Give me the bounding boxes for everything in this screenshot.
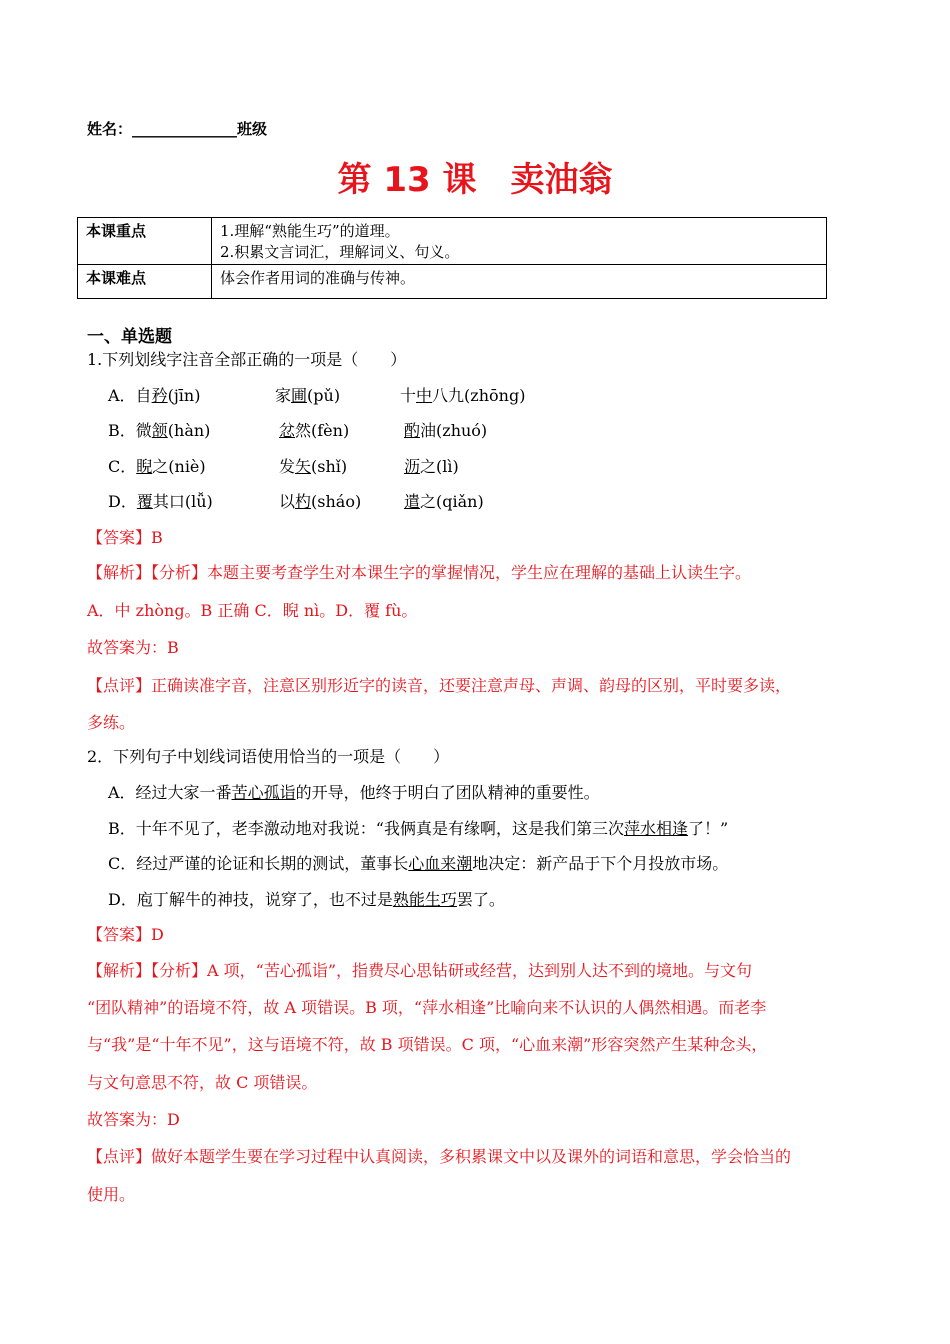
underlined-text: 睨 xyxy=(136,457,153,476)
q2-analysis: 【解析】【分析】A 项，“苦心孤诣”，指费尽心思钻研或经营，达到别人达不到的境地。与文句 xyxy=(87,961,753,980)
q1-analysis: 【解析】【分析】本题主要考查学生对本课生字的掌握情况，学生应在理解的基础上认读生字。 xyxy=(87,563,752,582)
q1-comment-cont: 多练。 xyxy=(87,713,136,732)
page-title: 第 13 课 卖油翁 xyxy=(337,160,613,200)
option-text: 然(fèn) xyxy=(295,421,350,440)
option-text: B．十年不见了，老李激动地对我说：“我俩真是有缘啊，这是我们第三次 xyxy=(108,819,624,838)
key-points-content xyxy=(212,218,827,265)
underlined-text: 矢 xyxy=(295,457,312,476)
q1-option-A-item xyxy=(108,383,200,406)
key-points-label: 本课重点 xyxy=(78,218,212,265)
option-text: 的开导，他终于明白了团队精神的重要性。 xyxy=(295,783,600,802)
q2-option-A xyxy=(108,780,600,803)
underlined-text: 圃 xyxy=(291,386,308,405)
difficulties-content: 体会作者用词的准确与传神。 xyxy=(212,265,827,299)
key-point: 1.理解“熟能生巧”的道理。 xyxy=(220,222,400,240)
q1-option-C-item xyxy=(404,454,459,477)
q2-comment-cont: 使用。 xyxy=(87,1185,136,1204)
option-text: 了！” xyxy=(687,819,729,838)
q2-stem: 2．下列句子中划线词语使用恰当的一项是（ ） xyxy=(87,747,450,766)
underlined-text: 熟能生巧 xyxy=(392,890,457,909)
option-text: 以 xyxy=(279,492,296,511)
option-text: 家 xyxy=(275,386,292,405)
option-text: C． xyxy=(108,457,137,476)
option-text: (sháo) xyxy=(311,492,362,511)
underlined-text: 杓 xyxy=(295,492,312,511)
q1-option-A-item xyxy=(400,383,525,406)
difficulties-label: 本课难点 xyxy=(78,265,212,299)
underlined-text: 中 xyxy=(416,386,433,405)
option-text: (jīn) xyxy=(167,386,201,405)
q2-comment: 【点评】做好本题学生要在学习过程中认真阅读，多积累课文中以及课外的词语和意思，学会恰当的 xyxy=(87,1147,792,1166)
section-heading: 一、单选题 xyxy=(87,327,172,347)
q1-option-D-item xyxy=(108,489,213,512)
underlined-text: 颔 xyxy=(151,421,168,440)
q1-detail: A．中 zhòng。B 正确 C．睨 nì。D．覆 fù。 xyxy=(87,601,418,620)
q2-answer: 【答案】D xyxy=(87,925,164,944)
underlined-text: 心血来潮 xyxy=(408,854,473,873)
option-text: 之(niè) xyxy=(152,457,206,476)
option-text: D． xyxy=(108,492,137,511)
q2-option-C xyxy=(108,851,728,874)
q2-analysis-line: 与“我”是“十年不见”，这与语境不符，故 B 项错误。C 项，“心血来潮”形容突然产生某种念头， xyxy=(87,1035,768,1054)
option-text: 发 xyxy=(279,457,296,476)
q2-option-B xyxy=(108,816,728,839)
underlined-text: 矜 xyxy=(151,386,168,405)
option-text: C．经过严谨的论证和长期的测试，董事长 xyxy=(108,854,409,873)
option-text: B．微 xyxy=(108,421,152,440)
student-info xyxy=(87,118,267,139)
option-text: D．庖丁解牛的神技，说穿了，也不过是 xyxy=(108,890,393,909)
q1-option-B-item xyxy=(108,418,210,441)
q1-option-A-item xyxy=(275,383,340,406)
option-text: 之(lì) xyxy=(420,457,459,476)
q1-option-D-item xyxy=(404,489,484,512)
q2-analysis-line: “团队精神”的语境不符，故 A 项错误。B 项，“萍水相逢”比喻向来不认识的人偶然相遇。而老李 xyxy=(87,998,767,1017)
q2-conclusion: 故答案为：D xyxy=(87,1110,180,1129)
option-text: 油(zhuó) xyxy=(420,421,488,440)
option-text: 八九(zhōng) xyxy=(432,386,526,405)
option-text: 地决定：新产品于下个月投放市场。 xyxy=(472,854,729,873)
name-blank[interactable]: ______________ xyxy=(132,120,238,138)
q1-conclusion: 故答案为：B xyxy=(87,638,179,657)
q1-option-C-item xyxy=(108,454,206,477)
q2-option-D xyxy=(108,887,505,910)
underlined-text: 苦心孤诣 xyxy=(231,783,296,802)
q1-option-B-item xyxy=(404,418,487,441)
underlined-text: 遣 xyxy=(404,492,421,511)
underlined-text: 沥 xyxy=(404,457,421,476)
option-text: (hàn) xyxy=(167,421,211,440)
q1-stem: 1.下列划线字注音全部正确的一项是（ ） xyxy=(87,350,407,369)
underlined-text: 忿 xyxy=(279,421,296,440)
q1-option-B-item xyxy=(279,418,349,441)
objectives-table xyxy=(77,217,827,299)
option-text: 十 xyxy=(400,386,417,405)
underlined-text: 覆 xyxy=(136,492,153,511)
q1-option-D-item xyxy=(279,489,361,512)
q2-analysis-line: 与文句意思不符，故 C 项错误。 xyxy=(87,1073,318,1092)
option-text: (pǔ) xyxy=(307,386,341,405)
underlined-text: 酌 xyxy=(404,421,421,440)
q1-comment: 【点评】正确读准字音，注意区别形近字的读音，还要注意声母、声调、韵母的区别，平时要多读， xyxy=(87,676,792,695)
option-text: A．经过大家一番 xyxy=(108,783,232,802)
option-text: 之(qiǎn) xyxy=(420,492,484,511)
class-label: 班级 xyxy=(237,120,268,138)
option-text: 其口(lǚ) xyxy=(152,492,213,511)
option-text: (shǐ) xyxy=(311,457,348,476)
key-point: 2.积累文言词汇，理解词义、句义。 xyxy=(220,243,460,261)
underlined-text: 萍水相逢 xyxy=(623,819,688,838)
option-text: 罢了。 xyxy=(456,890,505,909)
option-text: A．自 xyxy=(108,386,152,405)
name-label: 姓名： xyxy=(87,120,133,138)
q1-option-C-item xyxy=(279,454,347,477)
q1-answer: 【答案】B xyxy=(87,528,163,547)
